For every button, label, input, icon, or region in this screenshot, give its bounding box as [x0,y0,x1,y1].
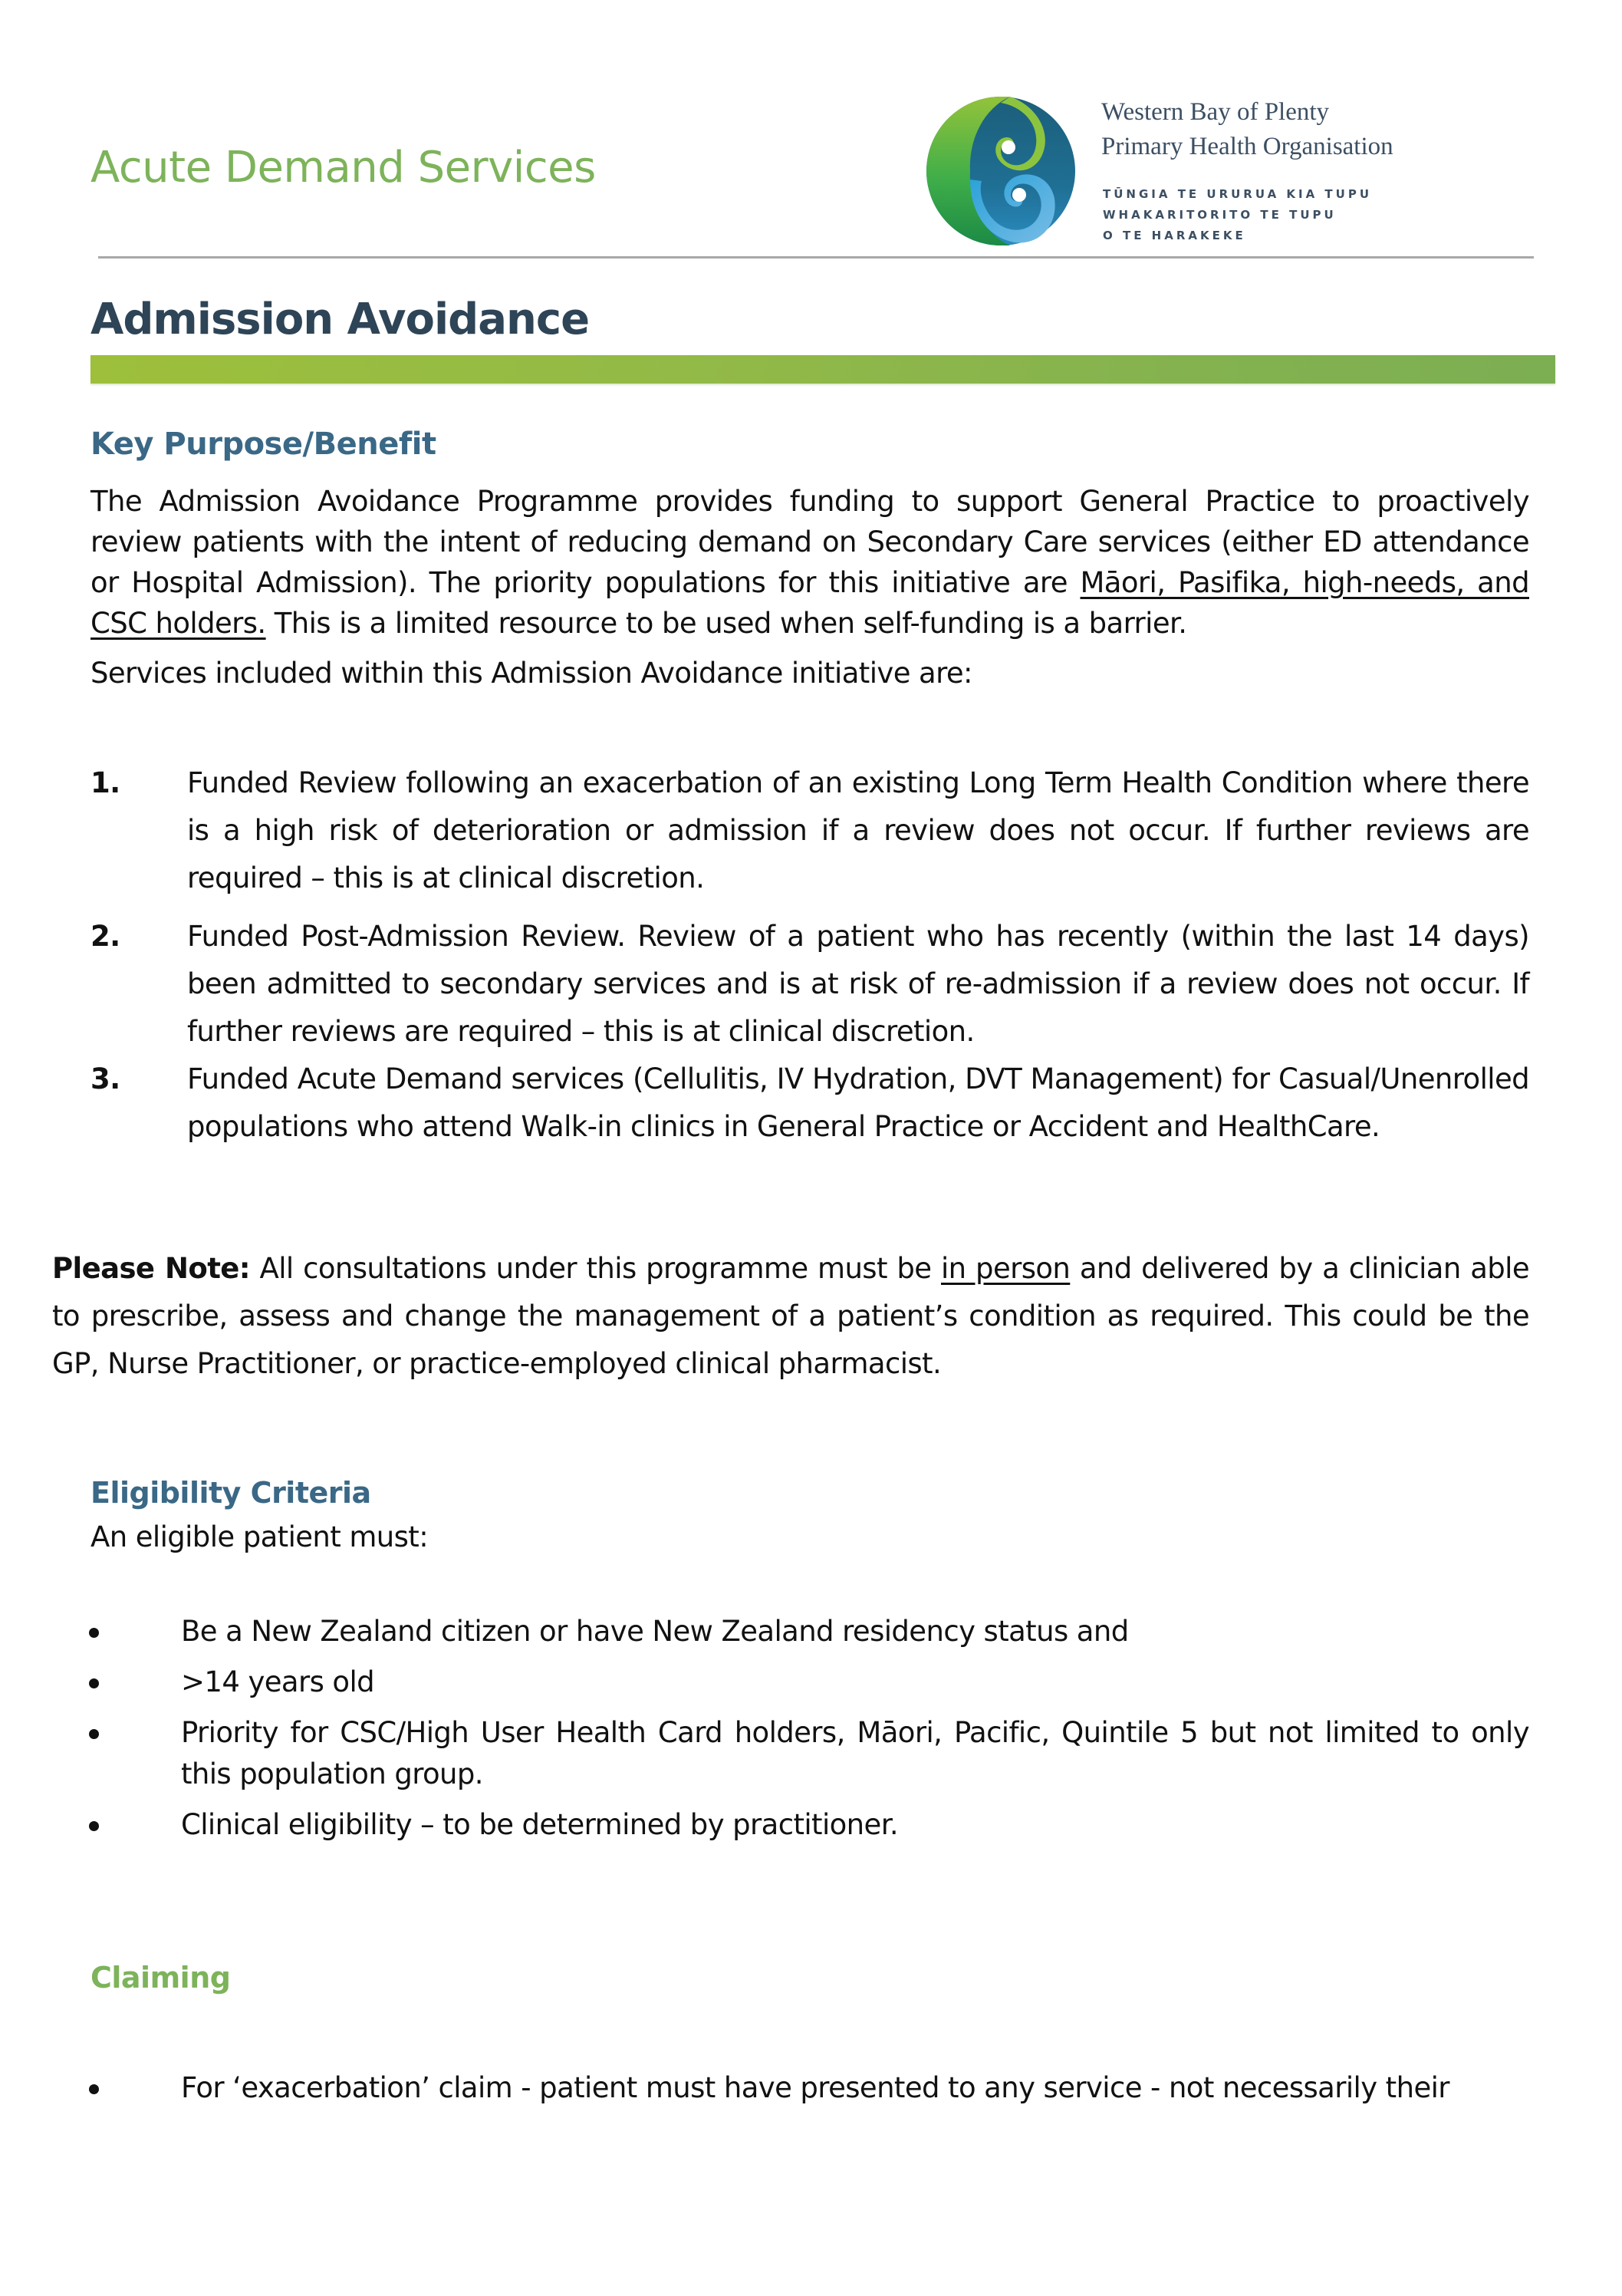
eligibility-item [84,1804,1529,1846]
eligibility-text: Be a New Zealand citizen or have New Zealand residency status and [181,1615,1129,1648]
key-purpose-text-2: This is a limited resource to be used when self-funding is a barrier. [265,607,1187,640]
claiming-item [84,2067,1529,2109]
service-number: 3. [90,1062,120,1095]
claiming-list [84,2067,1529,2109]
koru-logo-icon [924,95,1077,247]
eligibility-item [84,1712,1529,1795]
service-text: Funded Acute Demand services (Cellulitis, IV Hydration, DVT Management) for Casual/Unenrolled populations who attend Walk-in clinics in General Practice or Accident and HealthCare. [187,1062,1529,1143]
service-number: 2. [90,920,120,953]
service-number: 1. [90,766,120,799]
service-item [90,759,1529,902]
claiming-heading: Claiming [90,1961,231,1995]
note-text-1: All consultations under this programme must be [250,1252,941,1285]
please-note-label: Please Note: [52,1252,250,1285]
tagline-line2: WHAKARITORITO TE TUPU [1103,208,1337,222]
eligibility-heading: Eligibility Criteria [90,1476,371,1510]
claiming-text: For ‘exacerbation’ claim - patient must have presented to any service - not necessarily their [181,2071,1449,2104]
key-purpose-paragraph [90,481,1529,644]
bullet-icon [89,2084,99,2094]
eligibility-item [84,1611,1529,1652]
header-divider [98,256,1534,259]
org-tagline [1103,184,1372,246]
org-name [1101,95,1393,164]
service-item [90,1056,1529,1151]
services-list [90,759,1529,1151]
service-item [90,913,1529,1056]
note-text-2: and delivered by a clinician able to prescribe, assess and change the management of a patient’s condition as required. This could be the GP, Nurse Practitioner, or practice-employed clinical pharmacist. [52,1252,1530,1380]
services-intro: Services included within this Admission Avoidance initiative are: [90,657,972,690]
tagline-line3: O TE HARAKEKE [1103,229,1246,242]
priority-populations-underlined: Māori, Pasifika, high-needs, and CSC holders. [90,566,1529,640]
page-title: Admission Avoidance [90,295,590,344]
bullet-icon [89,1729,99,1739]
org-name-line2: Primary Health Organisation [1101,133,1393,160]
header-title: Acute Demand Services [90,143,596,193]
key-purpose-heading: Key Purpose/Benefit [90,427,436,462]
org-name-line1: Western Bay of Plenty [1101,98,1330,126]
eligibility-text: Clinical eligibility – to be determined by practitioner. [181,1808,899,1841]
tagline-line1: TŪNGIA TE URURUA KIA TUPU [1103,187,1373,201]
eligibility-item [84,1662,1529,1703]
eligibility-text: >14 years old [181,1665,375,1698]
eligibility-list [84,1611,1529,1846]
bullet-icon [89,1628,99,1638]
eligibility-intro: An eligible patient must: [90,1520,429,1553]
please-note-paragraph [52,1245,1529,1388]
eligibility-text: Priority for CSC/High User Health Card holders, Māori, Pacific, Quintile 5 but not limited to only this population group. [181,1716,1529,1790]
bullet-icon [89,1678,99,1688]
title-accent-bar [90,355,1555,384]
in-person-underlined: in person [941,1252,1071,1285]
bullet-icon [89,1821,99,1831]
service-text: Funded Review following an exacerbation of an existing Long Term Health Condition where there is a high risk of deterioration or admission if a review does not occur. If further reviews are required – this is at clinical discretion. [187,766,1529,894]
service-text: Funded Post-Admission Review. Review of a patient who has recently (within the last 14 days) been admitted to secondary services and is at risk of re-admission if a review does not occur. If further reviews are required – this is at clinical discretion. [187,920,1529,1048]
key-purpose-text-1: The Admission Avoidance Programme provides funding to support General Practice to proactively review patients with the intent of reducing demand on Secondary Care services (either ED attendance or Hospital Admission). The priority populations for this initiative are [90,485,1529,599]
